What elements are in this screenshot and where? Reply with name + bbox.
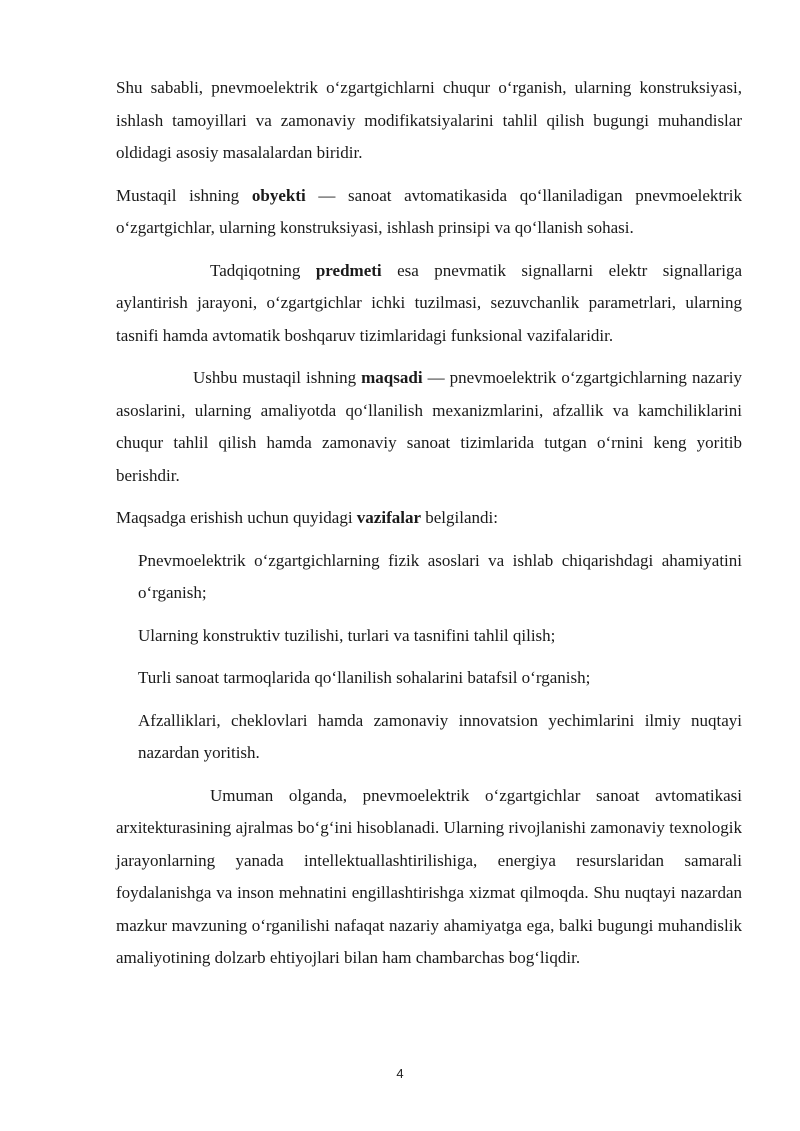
paragraph-tasks-intro <box>116 502 742 535</box>
list-item: Ularning konstruktiv tuzilishi, turlari va tasnifini tahlil qilish; <box>138 625 556 645</box>
paragraph-subject <box>116 255 742 353</box>
list-item: Pnevmoelektrik o‘zgartgichlarning fizik asoslari va ishlab chiqarishdagi ahamiyatini o‘rganish; <box>138 550 742 602</box>
bold-term-subject: predmeti <box>315 260 382 280</box>
text-segment: Mustaqil ishning <box>116 185 252 205</box>
paragraph-intro: Shu sababli, pnevmoelektrik o‘zgartgichlarni chuqur o‘rganish, ularning konstruksiyasi, ishlash tamoyillari va zamonaviy modifikatsiyalarini tahlil qilish bugungi muhandislar oldidagi asosiy masalalardan biridir. <box>116 78 742 162</box>
text-segment: Ushbu mustaqil ishning <box>193 368 362 387</box>
page-number: 4 <box>396 1066 404 1081</box>
paragraph-conclusion: Umuman olganda, pnevmoelektrik o‘zgartgichlar sanoat avtomatikasi arxitekturasining ajralmas bo‘g‘ini hisoblanadi. Ularning rivojlanishi zamonaviy texnologik jarayonlarning yanada intellektuallashtirilishiga, energiya resurslaridan samarali foydalanishga va inson mehnatini engillashtirishga xizmat qilmoqda. Shu nuqtayi nazardan mazkur mavzuning o‘rganilishi nafaqat nazariy ahamiyatga ega, balki bugungi muhandislik amaliyotining dolzarb ehtiyojlari bilan ham chambarchas bog‘liqdir. <box>116 785 742 967</box>
bold-term-goal: maqsadi <box>361 368 423 387</box>
list-item: Turli sanoat tarmoqlarida qo‘llanilish sohalarini batafsil o‘rganish; <box>138 668 591 687</box>
bold-term-tasks: vazifalar <box>356 508 421 527</box>
list-item: Afzalliklari, cheklovlari hamda zamonaviy innovatsion yechimlarini ilmiy nuqtayi nazardan yoritish. <box>138 710 742 762</box>
text-segment: esa pnevmatik signallarni elektr signallariga aylantirish jarayoni, o‘zgartgichlar ichki tuzilmasi, sezuvchanlik parametrlari, ularning tasnifi hamda avtomatik boshqaruv tizimlaridagi funksional vazifalaridir. <box>116 260 742 345</box>
text-segment: — pnevmoelektrik o‘zgartgichlarning nazariy asoslarini, ularning amaliyotda qo‘llanilish mexanizmlarini, afzallik va kamchiliklarini chuqur tahlil qilish hamda zamonaviy sanoat tizimlarida tutgan o‘rnini keng yoritib berishdir. <box>116 368 742 485</box>
document-page <box>116 72 742 985</box>
text-segment: Maqsadga erishish uchun quyidagi <box>116 508 357 527</box>
text-segment: — sanoat avtomatikasida qo‘llaniladigan pnevmoelektrik o‘zgartgichlar, ularning konstruksiyasi, ishlash prinsipi va qo‘llanish sohasi. <box>116 185 742 237</box>
bold-term-object: obyekti <box>251 185 306 205</box>
paragraph-object <box>116 180 742 245</box>
paragraph-goal <box>116 362 742 492</box>
text-segment: belgilandi: <box>421 508 498 527</box>
text-segment: Tadqiqotning <box>210 260 316 280</box>
tasks-list <box>138 545 742 770</box>
